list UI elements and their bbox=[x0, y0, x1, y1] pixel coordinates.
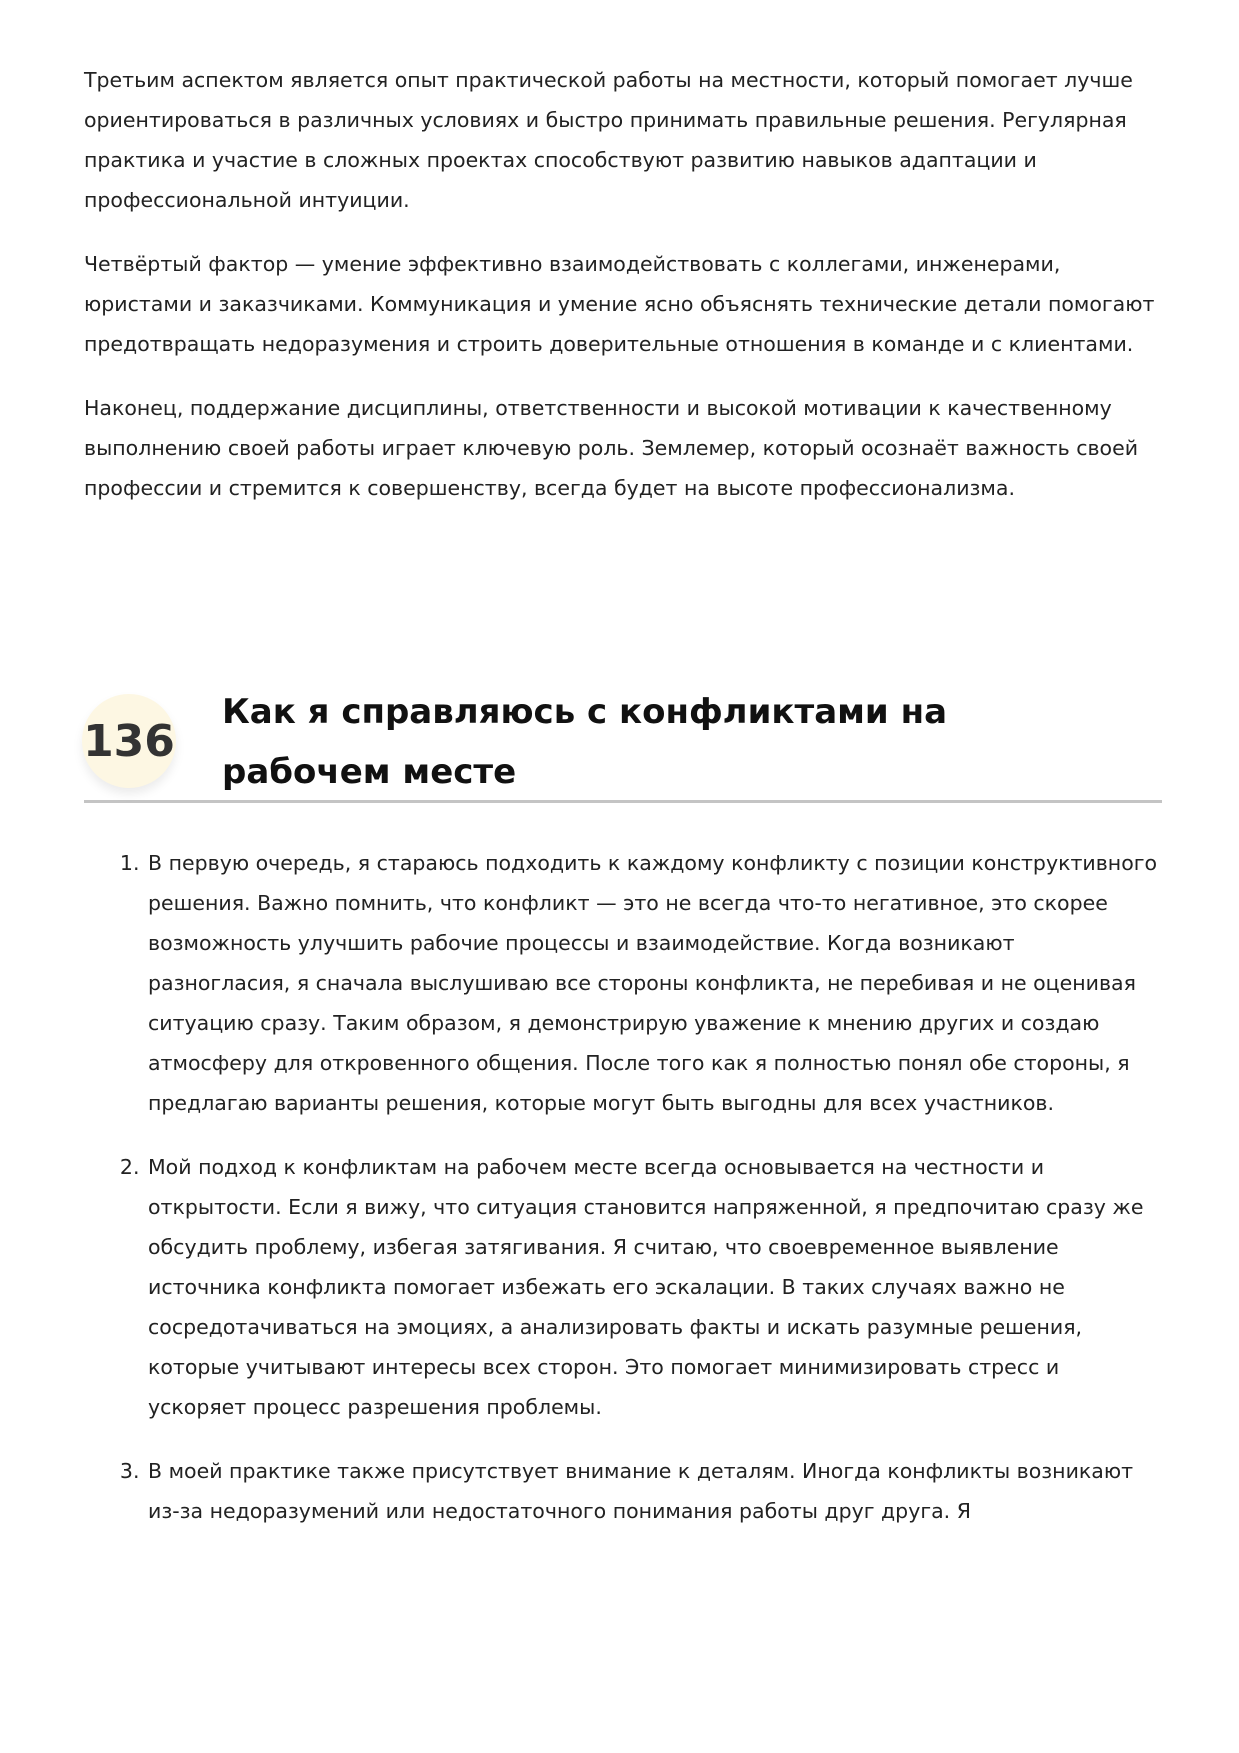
paragraph: Наконец, поддержание дисциплины, ответственности и высокой мотивации к качественному выполнению своей работы играет ключевую роль. Землемер, который осознаёт важность своей профессии и стремится к совершенству, всегда будет на высоте профессионализма. bbox=[84, 396, 1139, 500]
section-title: Как я справляюсь с конфликтами на рабочем месте bbox=[222, 692, 948, 792]
section-header bbox=[84, 678, 1162, 803]
list-item: 3. В моей практике также присутствует внимание к деталям. Иногда конфликты возникают из-за недоразумений или недостаточного понимания работы друг друга. Я bbox=[146, 1451, 1162, 1531]
document-body bbox=[84, 60, 1162, 1555]
answer-list bbox=[84, 843, 1162, 1531]
section-number-badge: 136 bbox=[82, 694, 176, 788]
paragraph: Третьим аспектом является опыт практической работы на местности, который помогает лучше ориентироваться в различных условиях и быстро принимать правильные решения. Регулярная практика и участие в сложных проектах способствуют развитию навыков адаптации и профессиональной интуиции. bbox=[84, 68, 1133, 212]
paragraph: Четвёртый фактор — умение эффективно взаимодействовать с коллегами, инженерами, юристами и заказчиками. Коммуникация и умение ясно объяснять технические детали помогают предотвращать недоразумения и строить доверительные отношения в команде и с клиентами. bbox=[84, 252, 1155, 356]
list-item: 2. Мой подход к конфликтам на рабочем месте всегда основывается на честности и открытости. Если я вижу, что ситуация становится напряженной, я предпочитаю сразу же обсудить проблему, избегая затягивания. Я считаю, что своевременное выявление источника конфликта помогает избежать его эскалации. В таких случаях важно не сосредотачиваться на эмоциях, а анализировать факты и искать разумные решения, которые учитывают интересы всех сторон. Это помогает минимизировать стресс и ускоряет процесс разрешения проблемы. bbox=[146, 1147, 1162, 1427]
list-item: 1. В первую очередь, я стараюсь подходить к каждому конфликту с позиции конструктивного решения. Важно помнить, что конфликт — это не всегда что-то негативное, это скорее возможность улучшить рабочие процессы и взаимодействие. Когда возникают разногласия, я сначала выслушиваю все стороны конфликта, не перебивая и не оценивая ситуацию сразу. Таким образом, я демонстрирую уважение к мнению других и создаю атмосферу для откровенного общения. После того как я полностью понял обе стороны, я предлагаю варианты решения, которые могут быть выгодны для всех участников. bbox=[146, 843, 1162, 1123]
